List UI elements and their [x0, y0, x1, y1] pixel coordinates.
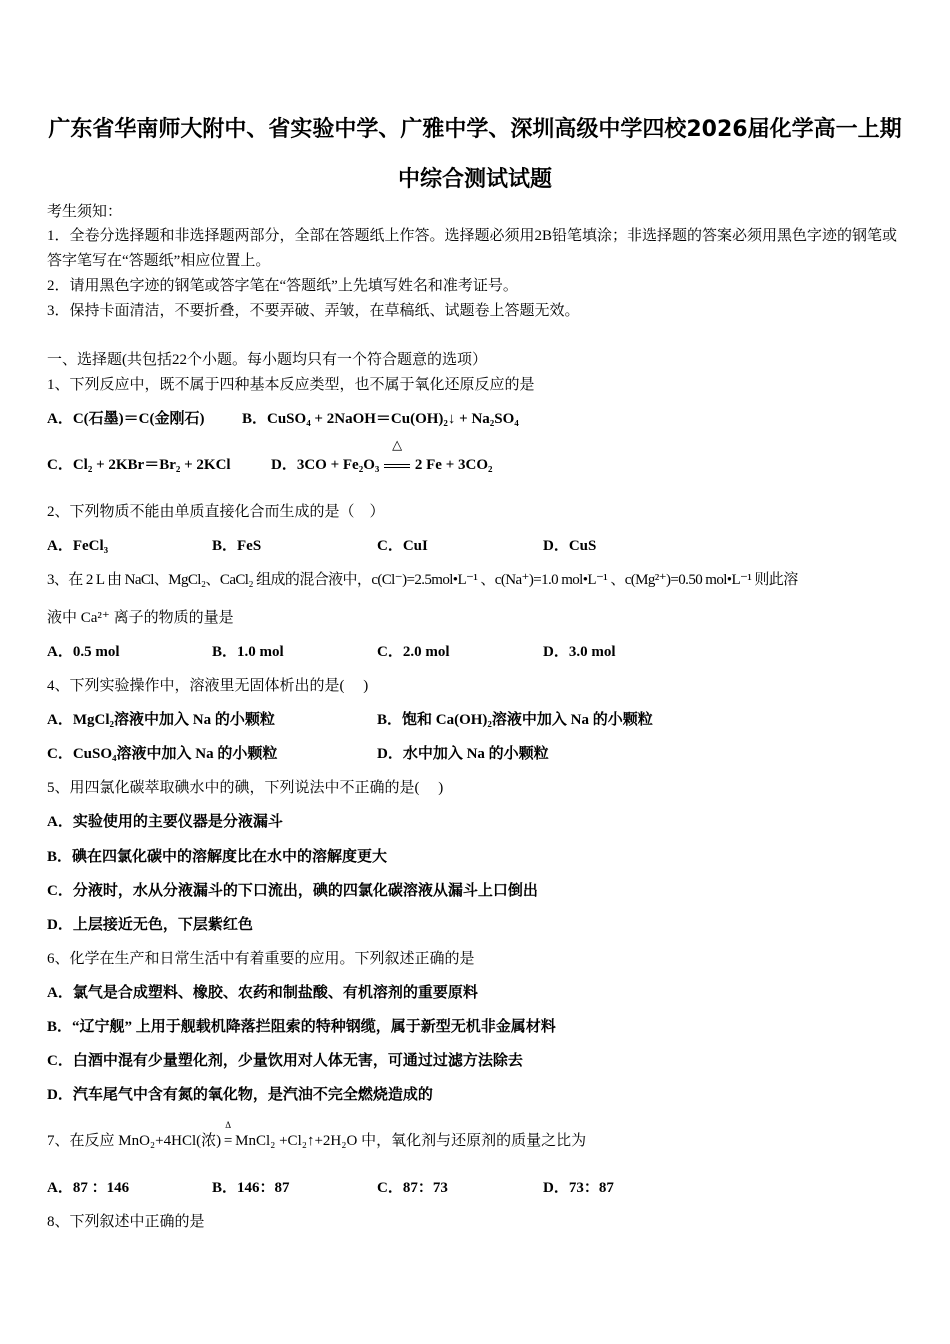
delta-symbol: Δ	[225, 1120, 231, 1130]
heating-condition-sign	[383, 437, 411, 475]
heating-condition-sign	[221, 1120, 235, 1151]
document-title-line-1: 广东省华南师大附中、省实验中学、广雅中学、深圳高级中学四校2026届化学高一上期	[48, 117, 902, 142]
question-5-option-b: B．碘在四氯化碳中的溶解度比在水中的溶解度更大	[47, 849, 388, 865]
question-5-stem: 5、用四氯化碳萃取碘水中的碘，下列说法中不正确的是( )	[47, 780, 444, 796]
question-3-stem-line-1: 3、在 2 L 由 NaCl、MgCl₂、CaCl₂ 组成的混合液中，c(Cl⁻)=2.5mol•L⁻¹ 、c(Na⁺)=1.0 mol•L⁻¹ 、c(Mg²⁺)=0.50 mol•L⁻¹ 则此溶	[47, 572, 798, 588]
question-2-option-d: D．CuS	[543, 538, 597, 554]
question-7-stem	[47, 1120, 587, 1151]
question-1-stem: 1、下列反应中，既不属于四种基本反应类型，也不属于氧化还原反应的是	[47, 377, 535, 393]
question-2-option-a: A．FeCl₃	[47, 538, 109, 554]
question-6-stem: 6、化学在生产和日常生活中有着重要的应用。下列叙述正确的是	[47, 951, 475, 967]
option-d-products: 2 Fe + 3CO₂	[414, 457, 493, 473]
notice-item-1: 1．全卷分选择题和非选择题两部分，全部在答题纸上作答。选择题必须用2B铅笔填涂；非选择题的答案必须用黑色字迹的钢笔或答字笔写在“答题纸”相应位置上。	[47, 228, 898, 269]
question-7-stem-before: 7、在反应 MnO₂+4HCl(浓)	[47, 1133, 222, 1149]
equals-sign: =	[223, 1133, 233, 1149]
question-5-option-a: A．实验使用的主要仪器是分液漏斗	[47, 814, 283, 830]
question-5-option-c: C．分液时，水从分液漏斗的下口流出，碘的四氯化碳溶液从漏斗上口倒出	[47, 883, 538, 899]
question-2-option-b: B．FeS	[212, 538, 262, 554]
question-8-stem: 8、下列叙述中正确的是	[47, 1214, 205, 1230]
question-3-option-a: A．0.5 mol	[47, 644, 120, 660]
section-heading: 一、选择题(共包括22个小题。每小题均只有一个符合题意的选项）	[47, 352, 487, 368]
notice-item-3: 3．保持卡面清洁，不要折叠，不要弄破、弄皱，在草稿纸、试题卷上答题无效。	[47, 303, 580, 319]
question-1-option-d	[271, 437, 493, 475]
question-6-option-b: B．“辽宁舰” 上用于舰载机降落拦阻索的特种钢缆，属于新型无机非金属材料	[47, 1019, 556, 1035]
question-7-option-c: C．87：73	[377, 1180, 448, 1196]
question-2-option-c: C．CuI	[377, 538, 428, 554]
question-1-option-b: B．CuSO₄ + 2NaOH＝Cu(OH)₂↓ + Na₂SO₄	[242, 411, 519, 427]
question-3-option-d: D．3.0 mol	[543, 644, 616, 660]
question-2-stem: 2、下列物质不能由单质直接化合而生成的是（ ）	[47, 504, 385, 520]
question-7-option-a: A．87 ：146	[47, 1180, 130, 1196]
question-4-option-a: A．MgCl₂溶液中加入 Na 的小颗粒	[47, 712, 275, 728]
question-1-option-c: C．Cl₂ + 2KBr＝Br₂ + 2KCl	[47, 457, 231, 473]
notice-item-2: 2．请用黑色字迹的钢笔或答字笔在“答题纸”上先填写姓名和准考证号。	[47, 278, 518, 294]
question-7-option-d: D．73：87	[543, 1180, 614, 1196]
question-7-option-b: B．146：87	[212, 1180, 290, 1196]
question-4-option-c: C．CuSO₄溶液中加入 Na 的小颗粒	[47, 746, 278, 762]
question-6-option-a: A．氯气是合成塑料、橡胶、农药和制盐酸、有机溶剂的重要原料	[47, 985, 478, 1001]
question-3-option-b: B．1.0 mol	[212, 644, 284, 660]
notice-heading: 考生须知：	[47, 204, 123, 220]
question-5-option-d: D．上层接近无色，下层紫红色	[47, 917, 253, 933]
question-1-option-a: A．C(石墨)＝C(金刚石)	[47, 411, 205, 427]
delta-symbol: △	[392, 437, 403, 452]
document-title-line-2: 中综合测试试题	[397, 167, 552, 192]
question-4-option-b: B．饱和 Ca(OH)₂溶液中加入 Na 的小颗粒	[377, 712, 653, 728]
option-d-reactants: D．3CO + Fe₂O₃	[271, 457, 380, 473]
question-6-option-c: C．白酒中混有少量塑化剂，少量饮用对人体无害，可通过过滤方法除去	[47, 1053, 523, 1069]
question-3-option-c: C．2.0 mol	[377, 644, 450, 660]
question-7-stem-after: MnCl₂ +Cl₂↑+2H₂O 中，氧化剂与还原剂的质量之比为	[235, 1133, 587, 1149]
question-3-stem-line-2: 液中 Ca²⁺ 离子的物质的量是	[47, 610, 234, 626]
question-4-stem: 4、下列实验操作中，溶液里无固体析出的是( )	[47, 678, 369, 694]
question-4-option-d: D．水中加入 Na 的小颗粒	[377, 746, 549, 762]
double-equals	[384, 464, 410, 468]
question-6-option-d: D．汽车尾气中含有氮的氧化物，是汽油不完全燃烧造成的	[47, 1087, 433, 1103]
